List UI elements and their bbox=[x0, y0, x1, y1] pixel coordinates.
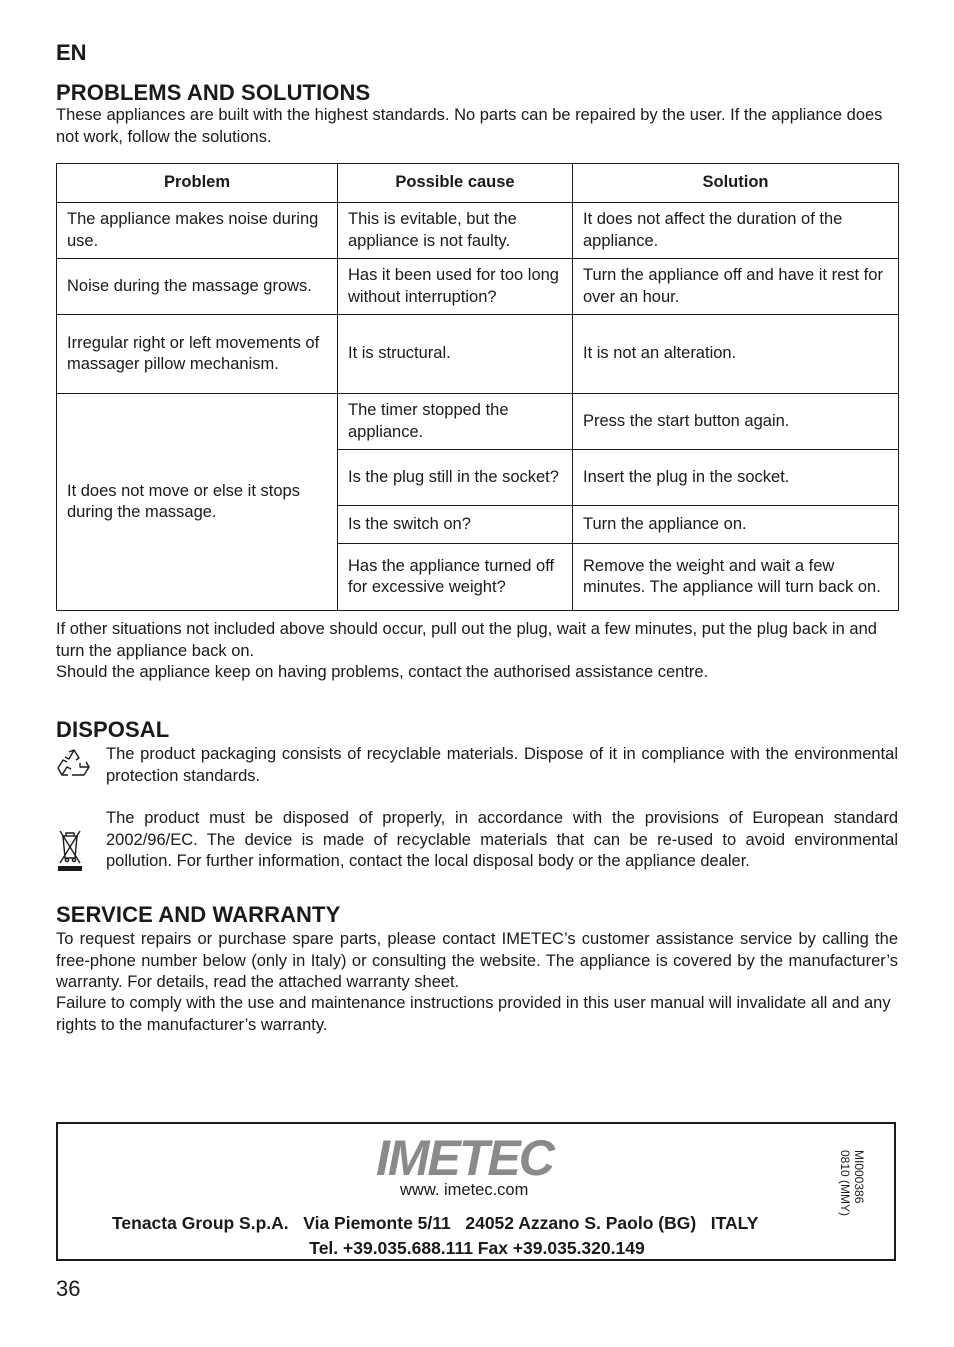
code-line-2: 0810 (MMY) bbox=[838, 1150, 852, 1217]
code-line-1: MI000386 bbox=[852, 1150, 866, 1204]
logo-text: IMETEC bbox=[376, 1131, 553, 1183]
problems-intro: These appliances are built with the highest standards. No parts can be repaired by the user. If the appliance does not work, follow the solutions. bbox=[56, 106, 883, 146]
imetec-logo bbox=[374, 1131, 580, 1183]
telephone-fax: Tel. +39.035.688.111 Fax +39.035.320.149 bbox=[309, 1238, 645, 1258]
cause-cell: It is structural. bbox=[338, 315, 573, 394]
cause-cell: This is evitable, but the appliance is not faulty. bbox=[338, 203, 573, 259]
header-solution: Solution bbox=[573, 164, 899, 203]
solution-cell: Turn the appliance on. bbox=[573, 506, 899, 544]
table-row bbox=[57, 203, 899, 259]
problems-title: PROBLEMS AND SOLUTIONS bbox=[56, 80, 371, 105]
crossed-bin-icon bbox=[57, 828, 83, 872]
table-row bbox=[57, 394, 899, 450]
table-row bbox=[57, 259, 899, 315]
page-number: 36 bbox=[56, 1276, 81, 1301]
problem-cell: It does not move or else it stops during the massage. bbox=[57, 394, 338, 611]
recycle-icon bbox=[56, 748, 92, 782]
problem-cell: Irregular right or left movements of massager pillow mechanism. bbox=[57, 315, 338, 394]
problem-cell: The appliance makes noise during use. bbox=[57, 203, 338, 259]
service-text-1: To request repairs or purchase spare parts, please contact IMETEC’s customer assistance service by calling the free-phone number below (only in Italy) or consulting the website. The appliance is covered by the manufacturer’s warranty. For details, read the attached warranty sheet. bbox=[56, 930, 898, 991]
cause-cell: Has it been used for too long without interruption? bbox=[338, 259, 573, 315]
cause-cell: Is the switch on? bbox=[338, 506, 573, 544]
problems-table bbox=[56, 163, 899, 611]
solution-cell: It does not affect the duration of the appliance. bbox=[573, 203, 899, 259]
service-text-2: Failure to comply with the use and maintenance instructions provided in this user manual will invalidate all and any rights to the manufacturer’s warranty. bbox=[56, 994, 891, 1034]
disposal-text-2: The product must be disposed of properly, in accordance with the provisions of European standard 2002/96/EC. The device is made of recyclable materials that can be re-used to avoid environmental pollution. For further information, contact the local disposal body or the appliance dealer. bbox=[106, 809, 898, 870]
cause-cell: Has the appliance turned off for excessive weight? bbox=[338, 544, 573, 611]
solution-cell: Remove the weight and wait a few minutes. The appliance will turn back on. bbox=[573, 544, 899, 611]
disposal-title: DISPOSAL bbox=[56, 717, 170, 742]
cause-cell: The timer stopped the appliance. bbox=[338, 394, 573, 450]
problems-after-text-1: If other situations not included above should occur, pull out the plug, wait a few minutes, put the plug back in and turn the appliance back on. bbox=[56, 620, 877, 660]
service-title: SERVICE AND WARRANTY bbox=[56, 902, 341, 927]
problem-cell: Noise during the massage grows. bbox=[57, 259, 338, 315]
problems-after-text-2: Should the appliance keep on having problems, contact the authorised assistance centre. bbox=[56, 663, 709, 681]
header-cause: Possible cause bbox=[338, 164, 573, 203]
table-header-row bbox=[57, 164, 899, 203]
disposal-text-1: The product packaging consists of recyclable materials. Dispose of it in compliance with the environmental protection standards. bbox=[106, 745, 898, 785]
solution-cell: Turn the appliance off and have it rest for over an hour. bbox=[573, 259, 899, 315]
website: www. imetec.com bbox=[400, 1181, 529, 1199]
header-problem: Problem bbox=[57, 164, 338, 203]
table-row bbox=[57, 315, 899, 394]
solution-cell: It is not an alteration. bbox=[573, 315, 899, 394]
solution-cell: Insert the plug in the socket. bbox=[573, 450, 899, 506]
solution-cell: Press the start button again. bbox=[573, 394, 899, 450]
language-code: EN bbox=[56, 40, 87, 65]
cause-cell: Is the plug still in the socket? bbox=[338, 450, 573, 506]
company-address: Tenacta Group S.p.A. Via Piemonte 5/11 24052 Azzano S. Paolo (BG) ITALY bbox=[112, 1213, 759, 1233]
document-code bbox=[838, 1150, 866, 1216]
